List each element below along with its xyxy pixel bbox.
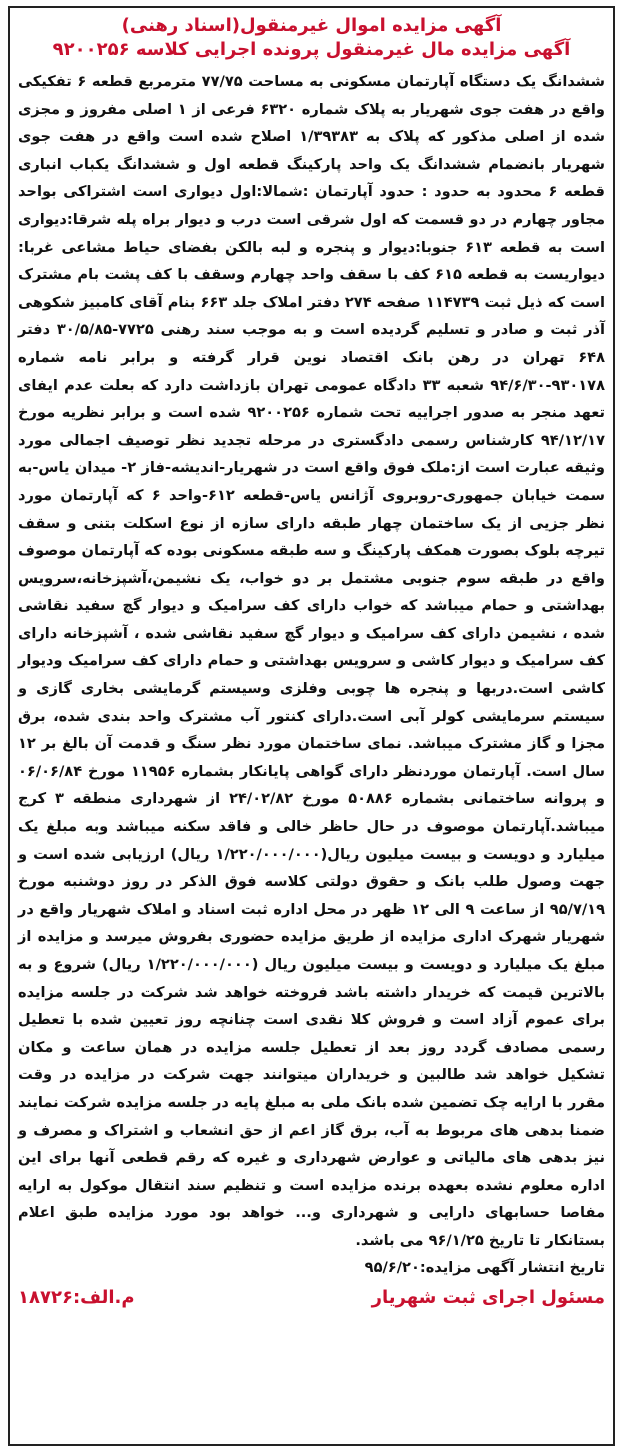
notice-subtitle: آگهی مزایده مال غیرمنقول پرونده اجرایی کلاسه ۹۲۰۰۲۵۶ bbox=[52, 39, 571, 60]
publication-date: تاریخ انتشار آگهی مزایده:۹۵/۶/۲۰ bbox=[364, 1258, 605, 1276]
notice-footer bbox=[18, 1285, 605, 1311]
notice-frame bbox=[8, 6, 615, 1446]
notice-title: آگهی مزایده اموال غیرمنقول(اسناد رهنی) bbox=[121, 15, 502, 36]
notice-body: ششدانگ یک دستگاه آپارتمان مسکونی به مساحت ۷۷/۷۵ مترمربع قطعه ۶ تفکیکی واقع در هفت جوی شهریار به پلاک شماره ۶۳۲۰ فرعی از ۱ اصلی مفروز و مجزی شده از اصلی مذکور که پلاک به ۱/۳۹۳۸۳ اصلاح شده است واقع در هفت جوی شهریار بانضمام ششدانگ یک واحد پارکینگ قطعه اول و ششدانگ یکباب انباری قطعه ۶ محدود به حدود : حدود آپارتمان :شمالا:اول دیواری است اشتراکی بواحد مجاور چهارم در دو قسمت که اول شرقی است درب و دیوار براه پله شرقا:دیواری است به قطعه ۶۱۳ جنوبا:دیوار و پنجره و لبه بالکن بفضای حیاط مشاعی غربا: دیواریست به قطعه ۶۱۵ کف با سقف واحد چهارم وسقف با کف پشت بام مشترک است که ذیل ثبت ۱۱۴۷۳۹ صفحه ۲۷۴ دفتر املاک جلد ۶۶۳ بنام آقای کامبیز شکوهی آذر ثبت و صادر و تسلیم گردیده است و به موجب سند رهنی ۷۷۲۵-۳۰/۵/۸۵ دفتر ۶۴۸ تهران در رهن بانک اقتصاد نوین قرار گرفته و برابر نامه شماره ۹۳۰۱۷۸-۹۴/۶/۳۰ شعبه ۳۳ دادگاه عمومی تهران بازداشت دارد که بعلت عدم ایفای تعهد منجر به صدور اجراییه تحت شماره ۹۲۰۰۲۵۶ شده است و برابر نظریه مورخ ۹۴/۱۲/۱۷ کارشناس رسمی دادگستری در مرحله تجدید نظر توصیف اجمالی مورد وثیقه عبارت است از:ملک فوق واقع است در شهریار-اندیشه-فاز ۲- میدان یاس-به سمت خیابان جمهوری-روبروی آژانس یاس-قطعه ۶۱۲-واحد ۶ که آپارتمان مورد نظر جزیی از یک ساختمان چهار طبقه دارای سازه از نوع اسکلت بتنی و سقف تیرچه بلوک بصورت همکف پارکینگ و سه طبقه مسکونی بوده که آپارتمان موصوف واقع در طبقه سوم جنوبی مشتمل بر دو خواب، یک نشیمن،آشپزخانه،سرویس بهداشتی و حمام میباشد که خواب دارای کف سرامیک و دیوار گچ سفید نقاشی شده ، نشیمن دارای کف سرامیک و دیوار گچ سفید نقاشی شده ، آشپزخانه دارای کف سرامیک و دیوار کاشی و سرویس بهداشتی و حمام دارای کف سرامیک ودیوار کاشی است.دربها و پنجره ها چوبی وفلزی وسیستم گرمایشی بخاری گازی و سیستم سرمایشی کولر آبی است.دارای کنتور آب مشترک واحد بندی شده، برق مجزا و گاز مشترک میباشد. نمای ساختمان مورد نظر سنگ و قدمت آن بالغ بر ۱۲ سال است. آپارتمان موردنظر دارای گواهی پایانکار بشماره ۱۱۹۵۶ مورخ ۰۶/۰۶/۸۴ و پروانه ساختمانی بشماره ۵۰۸۸۶ مورخ ۲۴/۰۲/۸۲ از شهرداری منطقه ۳ کرج میباشد.آپارتمان موصوف در حال حاظر خالی و فاقد سکنه میباشد وبه مبلغ یک میلیارد و دویست و بیست میلیون ریال(۱/۲۲۰/۰۰۰/۰۰۰ ریال) ارزیابی شده است و جهت وصول طلب بانک و حقوق دولتی کلاسه فوق الذکر در روز دوشنبه مورخ ۹۵/۷/۱۹ از ساعت ۹ الی ۱۲ ظهر در محل اداره ثبت اسناد و املاک شهریار واقع در شهریار شهرک اداری مزایده از طریق مزایده حضوری بفروش میرسد و مزایده از مبلغ یک میلیارد و دویست و بیست میلیون ریال (۱/۲۲۰/۰۰۰/۰۰۰ ریال) شروع و به بالاترین قیمت که خریدار داشته باشد فروخته خواهد شد شرکت در جلسه مزایده برای عموم آزاد است و فروش کلا نقدی است چنانچه روز تعیین شده با تعطیل رسمی مصادف گردد روز بعد از تعطیل جلسه مزایده در همان ساعت و مکان تشکیل خواهد شد طالبین و خریداران میتوانند جهت شرکت در مزایده در وقت مقرر با ارایه چک تضمین شده بانک ملی به مبلغ پایه در جلسه مزایده شرکت نمایند ضمنا بدهی های مربوط به آب، برق گاز اعم از حق انشعاب و اشتراک و مصرف و نیز بدهی های مالیاتی و عوارض شهرداری و غیره که رقم قطعی آنها برای این اداره معلوم نشده بعهده برنده مزایده است و تنظیم سند انتقال موکول به ارایه مفاصا حسابهای دارایی و شهرداری و... خواهد بود مورد مزایده طبق اعلام بستانکار تا تاریخ ۹۶/۱/۲۵ می باشد. bbox=[18, 73, 606, 1249]
reference-code: م.الف:۱۸۷۲۶ bbox=[18, 1286, 135, 1308]
signature: مسئول اجرای ثبت شهریار bbox=[371, 1286, 605, 1308]
